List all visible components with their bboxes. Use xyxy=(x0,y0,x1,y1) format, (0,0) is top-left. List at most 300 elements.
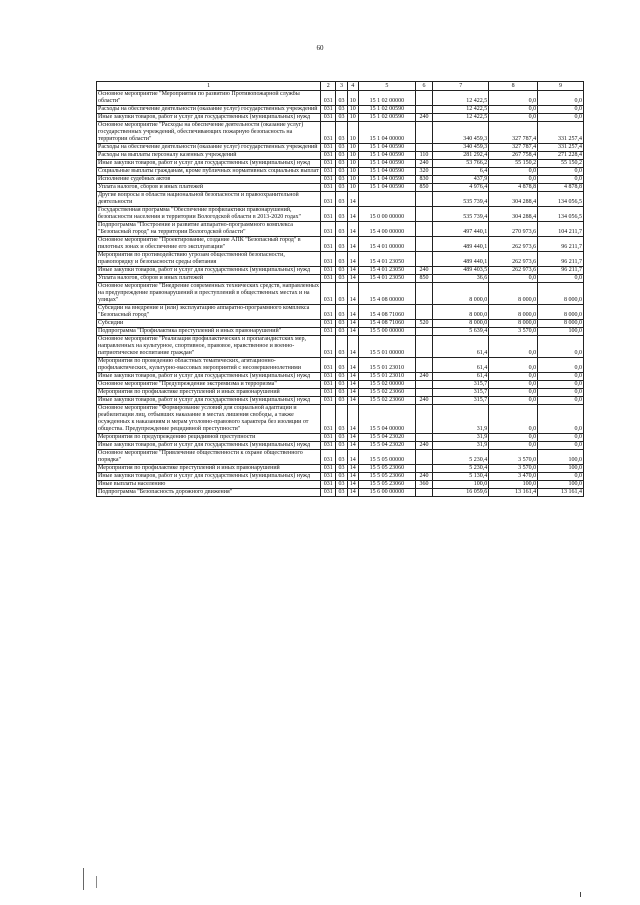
header-cell-v3: 9 xyxy=(538,82,584,91)
cell-v3: 134 056,5 xyxy=(538,192,584,207)
table-row xyxy=(97,114,584,122)
table-row xyxy=(97,252,584,267)
cell-csr: 15 4 00 00000 xyxy=(358,222,415,237)
cell-rz: 03 xyxy=(336,144,347,152)
cell-gr: 031 xyxy=(321,434,336,442)
cell-name: Мероприятия по профилактике преступлений и иных правонарушений xyxy=(97,465,321,473)
cell-v3: 0,0 xyxy=(538,114,584,122)
cell-pr: 10 xyxy=(347,168,358,176)
cell-vr xyxy=(415,434,432,442)
table-row xyxy=(97,152,584,160)
table-row xyxy=(97,450,584,465)
cell-csr: 15 5 05 23060 xyxy=(358,481,415,489)
cell-v3: 331 257,4 xyxy=(538,144,584,152)
cell-v2: 0,0 xyxy=(489,397,538,405)
table-header xyxy=(97,82,584,91)
scan-margin-mark xyxy=(96,876,97,888)
cell-vr: 240 xyxy=(415,267,432,275)
cell-csr: 15 5 02 23060 xyxy=(358,389,415,397)
cell-pr: 14 xyxy=(347,397,358,405)
cell-vr xyxy=(415,144,432,152)
cell-gr: 031 xyxy=(321,122,336,144)
cell-vr: 520 xyxy=(415,320,432,328)
table-row xyxy=(97,160,584,168)
cell-pr: 14 xyxy=(347,465,358,473)
cell-pr: 10 xyxy=(347,144,358,152)
cell-gr: 031 xyxy=(321,152,336,160)
cell-vr: 240 xyxy=(415,373,432,381)
cell-csr: 15 4 01 23050 xyxy=(358,252,415,267)
cell-csr: 15 4 01 23050 xyxy=(358,275,415,283)
header-row xyxy=(97,82,584,91)
cell-name: Мероприятия по предупреждению рецидивной преступности xyxy=(97,434,321,442)
cell-rz: 03 xyxy=(336,442,347,450)
cell-vr: 240 xyxy=(415,397,432,405)
cell-vr: 320 xyxy=(415,168,432,176)
cell-rz: 03 xyxy=(336,160,347,168)
cell-name: Подпрограмма "Построение и развитие аппаратно-программного комплекса "Безопасный город" на территории Вологодской области" xyxy=(97,222,321,237)
cell-v3: 100,0 xyxy=(538,481,584,489)
cell-pr: 14 xyxy=(347,267,358,275)
cell-v3: 100,0 xyxy=(538,328,584,336)
cell-vr xyxy=(415,237,432,252)
cell-v3: 0,0 xyxy=(538,91,584,106)
cell-name: Исполнение судебных актов xyxy=(97,176,321,184)
cell-v3: 0,0 xyxy=(538,397,584,405)
table-row xyxy=(97,267,584,275)
cell-v2: 3 570,0 xyxy=(489,465,538,473)
cell-rz: 03 xyxy=(336,122,347,144)
cell-csr: 15 1 04 00590 xyxy=(358,168,415,176)
cell-rz: 03 xyxy=(336,489,347,497)
cell-v3: 0,0 xyxy=(538,442,584,450)
cell-gr: 031 xyxy=(321,389,336,397)
table-row xyxy=(97,442,584,450)
cell-v1: 489 440,1 xyxy=(433,237,489,252)
cell-gr: 031 xyxy=(321,405,336,434)
cell-csr: 15 5 05 00000 xyxy=(358,450,415,465)
cell-pr: 14 xyxy=(347,358,358,373)
cell-csr: 15 0 00 00000 xyxy=(358,207,415,222)
cell-v1: 315,7 xyxy=(433,397,489,405)
cell-v2: 304 288,4 xyxy=(489,192,538,207)
scan-margin-mark xyxy=(83,868,84,890)
cell-pr: 14 xyxy=(347,275,358,283)
cell-v1: 31,9 xyxy=(433,442,489,450)
cell-pr: 14 xyxy=(347,434,358,442)
cell-vr: 110 xyxy=(415,152,432,160)
cell-pr: 14 xyxy=(347,283,358,305)
cell-pr: 10 xyxy=(347,106,358,114)
cell-vr: 850 xyxy=(415,184,432,192)
cell-v2: 0,0 xyxy=(489,106,538,114)
cell-pr: 10 xyxy=(347,91,358,106)
cell-v1: 5 639,4 xyxy=(433,328,489,336)
cell-gr: 031 xyxy=(321,465,336,473)
cell-rz: 03 xyxy=(336,328,347,336)
cell-rz: 03 xyxy=(336,389,347,397)
cell-name: Иные выплаты населению xyxy=(97,481,321,489)
cell-rz: 03 xyxy=(336,168,347,176)
cell-v1: 61,4 xyxy=(433,336,489,358)
cell-csr: 15 4 08 71060 xyxy=(358,320,415,328)
cell-csr: 15 5 04 00000 xyxy=(358,405,415,434)
cell-v3: 96 211,7 xyxy=(538,237,584,252)
cell-csr: 15 1 04 00590 xyxy=(358,144,415,152)
cell-csr: 15 5 01 00000 xyxy=(358,336,415,358)
cell-name: Расходы на выплаты персоналу казенных учреждений xyxy=(97,152,321,160)
cell-v2: 262 973,6 xyxy=(489,267,538,275)
cell-name: Основное мероприятие "Проектирование, создание АПК "Безопасный город" в пилотных зонах и обеспечение его эксплуатации" xyxy=(97,237,321,252)
table-row xyxy=(97,207,584,222)
cell-v1: 340 459,3 xyxy=(433,144,489,152)
cell-vr: 830 xyxy=(415,176,432,184)
cell-vr xyxy=(415,122,432,144)
cell-name: Другие вопросы в области национальной безопасности и правоохранительной деятельности xyxy=(97,192,321,207)
cell-vr xyxy=(415,305,432,320)
cell-rz: 03 xyxy=(336,91,347,106)
cell-v2: 262 973,6 xyxy=(489,237,538,252)
cell-gr: 031 xyxy=(321,328,336,336)
cell-pr: 14 xyxy=(347,389,358,397)
table-row xyxy=(97,222,584,237)
cell-pr: 14 xyxy=(347,442,358,450)
cell-gr: 031 xyxy=(321,397,336,405)
cell-rz: 03 xyxy=(336,465,347,473)
cell-name: Субсидии xyxy=(97,320,321,328)
cell-rz: 03 xyxy=(336,207,347,222)
cell-vr xyxy=(415,336,432,358)
table-row xyxy=(97,473,584,481)
table-row xyxy=(97,328,584,336)
cell-name: Расходы на обеспечение деятельности (оказание услуг) государственных учреждений xyxy=(97,106,321,114)
cell-v1: 497 440,1 xyxy=(433,222,489,237)
cell-v1: 12 422,5 xyxy=(433,114,489,122)
cell-rz: 03 xyxy=(336,320,347,328)
cell-gr: 031 xyxy=(321,442,336,450)
cell-v1: 53 766,2 xyxy=(433,160,489,168)
cell-rz: 03 xyxy=(336,176,347,184)
cell-v3: 4 878,8 xyxy=(538,184,584,192)
table-row xyxy=(97,397,584,405)
cell-rz: 03 xyxy=(336,373,347,381)
cell-v2: 0,0 xyxy=(489,336,538,358)
header-cell-gr: 2 xyxy=(321,82,336,91)
cell-csr: 15 1 04 00590 xyxy=(358,152,415,160)
cell-rz: 03 xyxy=(336,252,347,267)
cell-vr xyxy=(415,207,432,222)
cell-vr xyxy=(415,489,432,497)
cell-rz: 03 xyxy=(336,305,347,320)
cell-name: Расходы на обеспечение деятельности (оказание услуг) государственных учреждений xyxy=(97,144,321,152)
cell-v1: 36,6 xyxy=(433,275,489,283)
cell-v3: 0,0 xyxy=(538,434,584,442)
cell-gr: 031 xyxy=(321,237,336,252)
cell-csr: 15 1 04 00590 xyxy=(358,176,415,184)
cell-vr xyxy=(415,283,432,305)
cell-rz: 03 xyxy=(336,267,347,275)
cell-v1: 16 059,6 xyxy=(433,489,489,497)
cell-csr: 15 5 04 23020 xyxy=(358,442,415,450)
table-row xyxy=(97,184,584,192)
cell-v1: 315,7 xyxy=(433,389,489,397)
cell-gr: 031 xyxy=(321,473,336,481)
table-row xyxy=(97,192,584,207)
cell-v2: 0,0 xyxy=(489,405,538,434)
cell-csr: 15 5 05 23060 xyxy=(358,465,415,473)
cell-name: Мероприятия по профилактике преступлений и иных правонарушений xyxy=(97,389,321,397)
cell-name: Подпрограмма "Безопасность дорожного движения" xyxy=(97,489,321,497)
header-cell-name: 1 xyxy=(97,82,321,91)
cell-v1: 12 422,5 xyxy=(433,106,489,114)
cell-name: Основное мероприятие "Мероприятия по развитию Противопожарной службы области" xyxy=(97,91,321,106)
table-row xyxy=(97,122,584,144)
cell-v2: 327 787,4 xyxy=(489,144,538,152)
cell-pr: 14 xyxy=(347,222,358,237)
cell-gr: 031 xyxy=(321,320,336,328)
cell-v1: 535 739,4 xyxy=(433,207,489,222)
cell-name: Иные закупки товаров, работ и услуг для государственных (муниципальных) нужд xyxy=(97,373,321,381)
header-cell-vr: 6 xyxy=(415,82,432,91)
cell-vr xyxy=(415,358,432,373)
cell-vr xyxy=(415,328,432,336)
cell-pr: 10 xyxy=(347,152,358,160)
cell-v1: 535 739,4 xyxy=(433,192,489,207)
cell-csr: 15 5 01 23010 xyxy=(358,358,415,373)
cell-v3: 96 211,7 xyxy=(538,252,584,267)
cell-v3: 0,0 xyxy=(538,275,584,283)
cell-csr: 15 5 01 23010 xyxy=(358,373,415,381)
cell-gr: 031 xyxy=(321,192,336,207)
cell-v2: 0,0 xyxy=(489,381,538,389)
cell-gr: 031 xyxy=(321,184,336,192)
cell-v1: 100,0 xyxy=(433,481,489,489)
cell-name: Государственная программа "Обеспечение профилактики правонарушений, безопасности населения и территории Вологодской области в 2013-2020 годах" xyxy=(97,207,321,222)
cell-gr: 031 xyxy=(321,176,336,184)
cell-v2: 0,0 xyxy=(489,373,538,381)
cell-vr xyxy=(415,252,432,267)
cell-csr: 15 1 02 00590 xyxy=(358,114,415,122)
cell-vr xyxy=(415,106,432,114)
cell-v2: 3 570,0 xyxy=(489,450,538,465)
cell-v1: 437,9 xyxy=(433,176,489,184)
cell-v3: 96 211,7 xyxy=(538,267,584,275)
header-cell-v1: 7 xyxy=(433,82,489,91)
table-row xyxy=(97,381,584,389)
cell-v3: 0,0 xyxy=(538,373,584,381)
cell-name: Мероприятия по проведению областных тематических, агитационно-профилактических, культурно-массовых мероприятий с несовершеннолетними xyxy=(97,358,321,373)
cell-name: Мероприятия по противодействию угрозам общественной безопасности, правопорядку и безопасности среды обитания xyxy=(97,252,321,267)
cell-name: Иные закупки товаров, работ и услуг для государственных (муниципальных) нужд xyxy=(97,442,321,450)
cell-rz: 03 xyxy=(336,192,347,207)
cell-v3: 0,0 xyxy=(538,389,584,397)
table-row xyxy=(97,358,584,373)
cell-gr: 031 xyxy=(321,144,336,152)
cell-v3: 134 056,5 xyxy=(538,207,584,222)
cell-v2: 55 150,2 xyxy=(489,160,538,168)
cell-v2: 4 878,8 xyxy=(489,184,538,192)
cell-pr: 14 xyxy=(347,481,358,489)
cell-gr: 031 xyxy=(321,207,336,222)
cell-pr: 10 xyxy=(347,184,358,192)
table-row xyxy=(97,237,584,252)
cell-vr xyxy=(415,405,432,434)
table-row xyxy=(97,91,584,106)
cell-rz: 03 xyxy=(336,473,347,481)
cell-csr: 15 1 04 00590 xyxy=(358,184,415,192)
table-row xyxy=(97,434,584,442)
cell-gr: 031 xyxy=(321,481,336,489)
cell-name: Иные закупки товаров, работ и услуг для государственных (муниципальных) нужд xyxy=(97,114,321,122)
table-row xyxy=(97,106,584,114)
cell-v2: 327 787,4 xyxy=(489,122,538,144)
cell-rz: 03 xyxy=(336,481,347,489)
cell-rz: 03 xyxy=(336,222,347,237)
cell-vr xyxy=(415,222,432,237)
cell-csr: 15 5 05 23060 xyxy=(358,473,415,481)
cell-name: Уплата налогов, сборов и иных платежей xyxy=(97,275,321,283)
cell-v2: 8 000,0 xyxy=(489,283,538,305)
cell-gr: 031 xyxy=(321,283,336,305)
cell-name: Основное мероприятие "Формирование условий для социальной адаптации и реабилитации лиц, отбывших наказание в местах лишения свободы, а также осужденных к наказаниям и мерам уголовно-правового характера без изоляции от общества. Предупреждение рецидивной преступности" xyxy=(97,405,321,434)
cell-pr: 14 xyxy=(347,450,358,465)
cell-name: Иные закупки товаров, работ и услуг для государственных (муниципальных) нужд xyxy=(97,397,321,405)
cell-csr: 15 4 08 00000 xyxy=(358,283,415,305)
table-row xyxy=(97,373,584,381)
cell-v2: 3 470,0 xyxy=(489,473,538,481)
table-row xyxy=(97,283,584,305)
cell-pr: 14 xyxy=(347,373,358,381)
cell-rz: 03 xyxy=(336,283,347,305)
cell-v1: 31,9 xyxy=(433,405,489,434)
table-row xyxy=(97,489,584,497)
cell-gr: 031 xyxy=(321,114,336,122)
cell-gr: 031 xyxy=(321,489,336,497)
cell-v1: 8 000,0 xyxy=(433,305,489,320)
cell-v2: 8 000,0 xyxy=(489,305,538,320)
cell-name: Основное мероприятие "Реализация профилактических и пропагандистских мер, направленных на культурное, спортивное, правовое, нравственное и военно-патриотическое воспитание граждан" xyxy=(97,336,321,358)
cell-v3: 8 000,0 xyxy=(538,283,584,305)
cell-v3: 104 211,7 xyxy=(538,222,584,237)
cell-v3: 8 000,0 xyxy=(538,320,584,328)
cell-v1: 6,4 xyxy=(433,168,489,176)
cell-v3: 0,0 xyxy=(538,176,584,184)
cell-rz: 03 xyxy=(336,405,347,434)
cell-name: Иные закупки товаров, работ и услуг для государственных (муниципальных) нужд xyxy=(97,267,321,275)
cell-v2: 0,0 xyxy=(489,114,538,122)
cell-gr: 031 xyxy=(321,252,336,267)
cell-v2: 304 288,4 xyxy=(489,207,538,222)
cell-vr xyxy=(415,389,432,397)
header-cell-pr: 4 xyxy=(347,82,358,91)
cell-v2: 0,0 xyxy=(489,389,538,397)
cell-v2: 0,0 xyxy=(489,275,538,283)
cell-v3: 100,0 xyxy=(538,465,584,473)
cell-gr: 031 xyxy=(321,358,336,373)
cell-name: Социальные выплаты гражданам, кроме публичных нормативных социальных выплат xyxy=(98,168,319,174)
cell-gr: 031 xyxy=(321,373,336,381)
cell-rz: 03 xyxy=(336,336,347,358)
cell-gr: 031 xyxy=(321,106,336,114)
cell-v1: 8 000,0 xyxy=(433,320,489,328)
cell-name: Основное мероприятие "Внедрение современных технических средств, направленных на предупреждение правонарушений и преступлений в общественных местах и на улицах" xyxy=(98,283,319,303)
cell-v2: 0,0 xyxy=(489,176,538,184)
cell-v1: 340 459,3 xyxy=(433,122,489,144)
table-row xyxy=(97,144,584,152)
cell-gr: 031 xyxy=(321,222,336,237)
cell-name: Иные закупки товаров, работ и услуг для государственных (муниципальных) нужд xyxy=(97,473,321,481)
cell-v2: 262 973,6 xyxy=(489,252,538,267)
cell-name: Подпрограмма "Профилактика преступлений и иных правонарушений" xyxy=(97,328,321,336)
cell-gr: 031 xyxy=(321,160,336,168)
cell-csr: 15 5 00 00000 xyxy=(358,328,415,336)
cell-rz: 03 xyxy=(336,184,347,192)
cell-rz: 03 xyxy=(336,358,347,373)
cell-v3: 271 228,4 xyxy=(538,152,584,160)
cell-v3: 8 000,0 xyxy=(538,305,584,320)
cell-v2: 8 000,0 xyxy=(489,320,538,328)
cell-v3: 331 257,4 xyxy=(538,122,584,144)
cell-v3: 0,0 xyxy=(538,381,584,389)
cell-v3: 0,0 xyxy=(538,358,584,373)
cell-v1: 5 230,4 xyxy=(433,465,489,473)
cell-csr: 15 5 04 23020 xyxy=(358,434,415,442)
table-row xyxy=(97,336,584,358)
cell-v2: 13 161,4 xyxy=(489,489,538,497)
table-row xyxy=(97,176,584,184)
cell-pr: 10 xyxy=(347,122,358,144)
cell-v1: 4 976,4 xyxy=(433,184,489,192)
cell-gr: 031 xyxy=(321,267,336,275)
cell-gr: 031 xyxy=(321,168,336,176)
table-row xyxy=(97,405,584,434)
cell-csr: 15 1 04 00000 xyxy=(358,122,415,144)
table-row xyxy=(97,481,584,489)
cell-name: Иные закупки товаров, работ и услуг для государственных (муниципальных) нужд xyxy=(97,160,321,168)
cell-v3: 0,0 xyxy=(538,473,584,481)
cell-v3: 13 161,4 xyxy=(538,489,584,497)
cell-v1: 489 440,1 xyxy=(433,252,489,267)
cell-name: Основное мероприятие "Предупреждение экстремизма и терроризма" xyxy=(97,381,321,389)
cell-vr xyxy=(415,381,432,389)
table-row xyxy=(97,389,584,397)
cell-v2: 0,0 xyxy=(489,434,538,442)
cell-csr: 15 4 01 23050 xyxy=(358,267,415,275)
cell-v2: 0,0 xyxy=(489,168,538,176)
page-number: 60 xyxy=(316,44,324,52)
table-body xyxy=(97,91,584,497)
cell-csr: 15 1 02 00000 xyxy=(358,91,415,106)
cell-pr: 14 xyxy=(347,207,358,222)
cell-v2: 0,0 xyxy=(489,91,538,106)
header-cell-csr: 5 xyxy=(358,82,415,91)
cell-pr: 14 xyxy=(347,192,358,207)
cell-pr: 10 xyxy=(347,114,358,122)
cell-rz: 03 xyxy=(336,152,347,160)
cell-rz: 03 xyxy=(336,434,347,442)
scan-corner-mark xyxy=(580,892,581,897)
cell-rz: 03 xyxy=(336,397,347,405)
cell-name: Основное мероприятие "Привлечение общественности к охране общественного порядка" xyxy=(97,450,321,465)
cell-vr: 240 xyxy=(415,442,432,450)
cell-v1: 5 230,4 xyxy=(433,450,489,465)
cell-v1: 31,9 xyxy=(433,434,489,442)
cell-csr xyxy=(358,192,415,207)
cell-v2: 3 570,0 xyxy=(489,328,538,336)
cell-name: Основное мероприятие "Расходы на обеспечение деятельности (оказание услуг) государственных учреждений, обеспечивающих пожарную безопасность на территории области" xyxy=(97,122,321,144)
budget-table xyxy=(96,81,584,497)
cell-csr: 15 5 02 00000 xyxy=(358,381,415,389)
